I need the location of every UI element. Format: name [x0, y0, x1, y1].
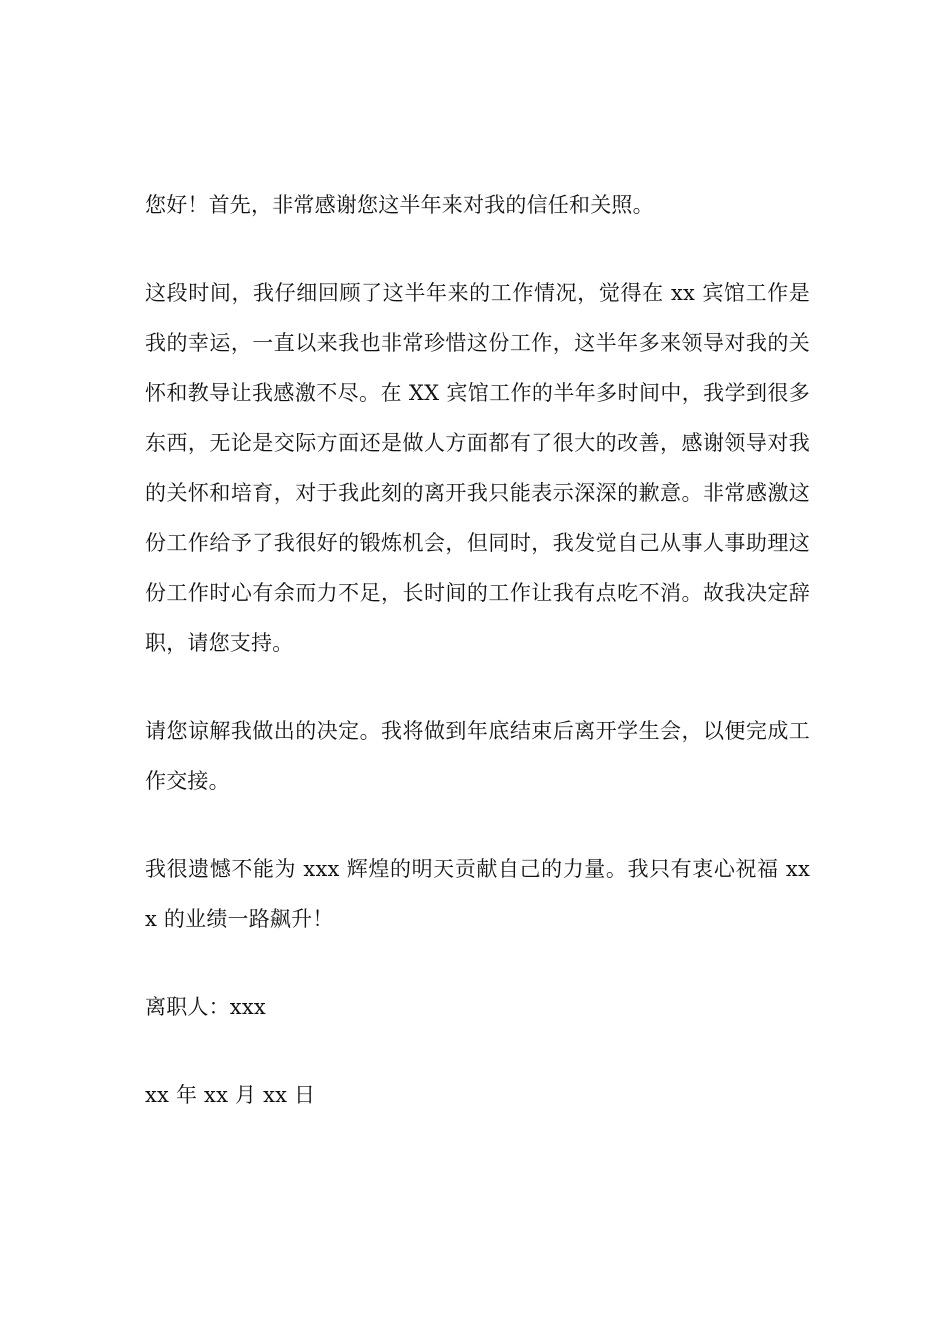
body-paragraph-3: 我很遗憾不能为 xxx 辉煌的明天贡献自己的力量。我只有衷心祝福 xxx 的业绩一路飙升！ — [145, 857, 810, 931]
date-line: xx 年 xx 月 xx 日 — [145, 1083, 316, 1107]
greeting-paragraph: 您好！首先，非常感谢您这半年来对我的信任和关照。 — [145, 193, 654, 217]
signature-line: 离职人：xxx — [145, 995, 266, 1019]
body-paragraph-2: 请您谅解我做出的决定。我将做到年底结束后离开学生会，以便完成工作交接。 — [145, 719, 810, 793]
body-paragraph-1: 这段时间，我仔细回顾了这半年来的工作情况，觉得在 xx 宾馆工作是我的幸运，一直以来我也非常珍惜这份工作，这半年多来领导对我的关怀和教导让我感激不尽。在 XX 宾馆工作的半年多时间中，我学到很多东西，无论是交际方面还是做人方面都有了很大的改善，感谢领导对我的关怀和培育，对于我此刻的离开我只能表示深深的歉意。非常感激这份工作给予了我很好的锻炼机会，但同时，我发觉自己从事人事助理这份工作时心有余而力不足，长时间的工作让我有点吃不消。故我决定辞职，请您支持。 — [145, 281, 810, 655]
letter-body — [145, 180, 810, 1120]
